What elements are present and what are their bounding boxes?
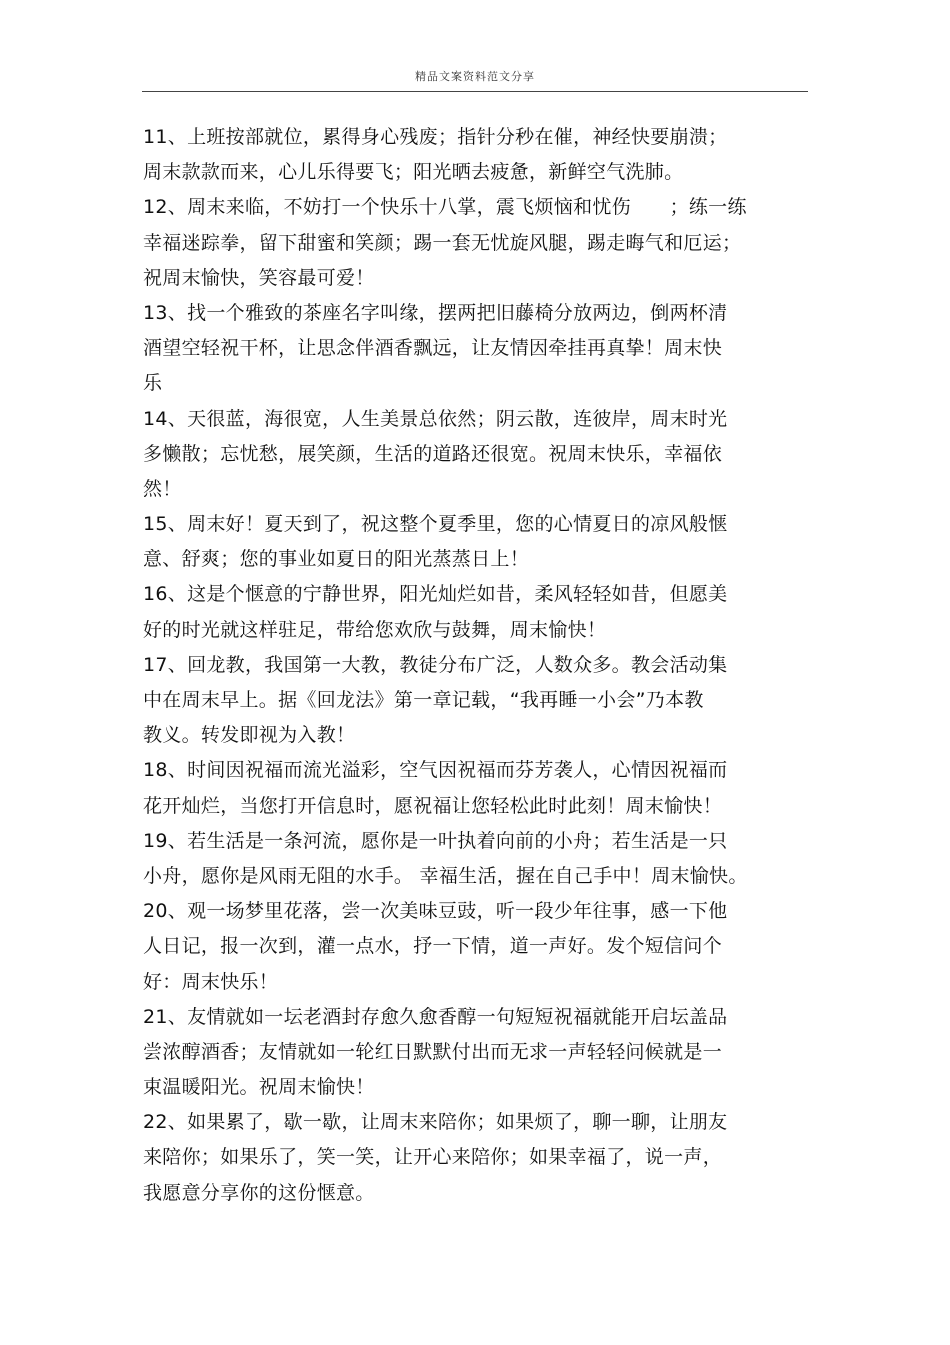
text-line: 小舟，愿你是风雨无阻的水手。 幸福生活，握在自己手中！周末愉快。 xyxy=(143,864,748,887)
text-line: 周末款款而来，心儿乐得要飞；阳光晒去疲惫，新鲜空气洗肺。 xyxy=(143,161,684,184)
text-line: 花开灿烂，当您打开信息时，愿祝福让您轻松此时此刻！周末愉快！ xyxy=(143,794,723,817)
text-line: 12、周末来临，不妨打一个快乐十八掌，震飞烦恼和忧伤 ；练一练 xyxy=(143,196,747,219)
text-line: 好：周末快乐！ xyxy=(143,970,279,993)
text-line: 18、时间因祝福而流光溢彩，空气因祝福而芬芳袭人，心情因祝福而 xyxy=(143,759,728,782)
text-line: 来陪你；如果乐了，笑一笑，让开心来陪你；如果幸福了，说一声， xyxy=(143,1146,723,1169)
page-header: 精品文案资料范文分享 xyxy=(415,70,535,83)
text-line: 人日记，报一次到，灌一点水，抒一下情，道一声好。发个短信问个 xyxy=(143,935,723,958)
text-line: 13、找一个雅致的茶座名字叫缘，摆两把旧藤椅分放两边，倒两杯清 xyxy=(143,301,728,324)
text-line: 乐 xyxy=(143,372,163,395)
text-line: 我愿意分享你的这份惬意。 xyxy=(143,1181,375,1204)
header-divider xyxy=(142,91,808,92)
text-line: 酒望空轻祝干杯，让思念伴酒香飘远，让友情因牵挂再真挚！周末快 xyxy=(143,337,723,360)
text-line: 22、如果累了，歇一歇，让周末来陪你；如果烦了，聊一聊，让朋友 xyxy=(143,1111,728,1134)
text-line: 11、上班按部就位，累得身心残废；指针分秒在催，神经快要崩溃； xyxy=(143,126,728,148)
text-line: 15、周末好！夏天到了，祝这整个夏季里，您的心情夏日的凉风般惬 xyxy=(143,513,728,536)
text-line: 束温暖阳光。祝周末愉快！ xyxy=(143,1076,375,1099)
document-body xyxy=(143,120,813,1211)
text-line: 然！ xyxy=(143,477,182,500)
text-line: 19、若生活是一条河流，愿你是一叶执着向前的小舟；若生活是一只 xyxy=(143,829,728,852)
text-line: 祝周末愉快，笑容最可爱！ xyxy=(143,266,375,289)
text-line: 16、这是个惬意的宁静世界，阳光灿烂如昔，柔风轻轻如昔，但愿美 xyxy=(143,583,728,606)
text-line: 17、回龙教，我国第一大教，教徒分布广泛，人数众多。教会活动集 xyxy=(143,653,728,676)
text-line: 21、友情就如一坛老酒封存愈久愈香醇一句短短祝福就能开启坛盖品 xyxy=(143,1005,728,1028)
text-line: 14、天很蓝，海很宽，人生美景总依然；阴云散，连彼岸，周末时光 xyxy=(143,407,728,430)
text-line: 中在周末早上。据《回龙法》第一章记载，“我再睡一小会”乃本教 xyxy=(143,689,704,711)
text-line: 意、舒爽；您的事业如夏日的阳光蒸蒸日上！ xyxy=(143,548,530,571)
text-line: 20、观一场梦里花落，尝一次美味豆豉，听一段少年往事，感一下他 xyxy=(143,900,728,923)
text-line: 尝浓醇酒香；友情就如一轮红日默默付出而无求一声轻轻问候就是一 xyxy=(143,1040,723,1063)
text-line: 教义。转发即视为入教！ xyxy=(143,724,356,747)
text-line: 好的时光就这样驻足，带给您欢欣与鼓舞，周末愉快！ xyxy=(143,618,607,641)
text-line: 幸福迷踪拳，留下甜蜜和笑颜；踢一套无忧旋风腿，踢走晦气和厄运； xyxy=(143,231,742,254)
text-line: 多懒散；忘忧愁，展笑颜，生活的道路还很宽。祝周末快乐，幸福依 xyxy=(143,442,723,465)
